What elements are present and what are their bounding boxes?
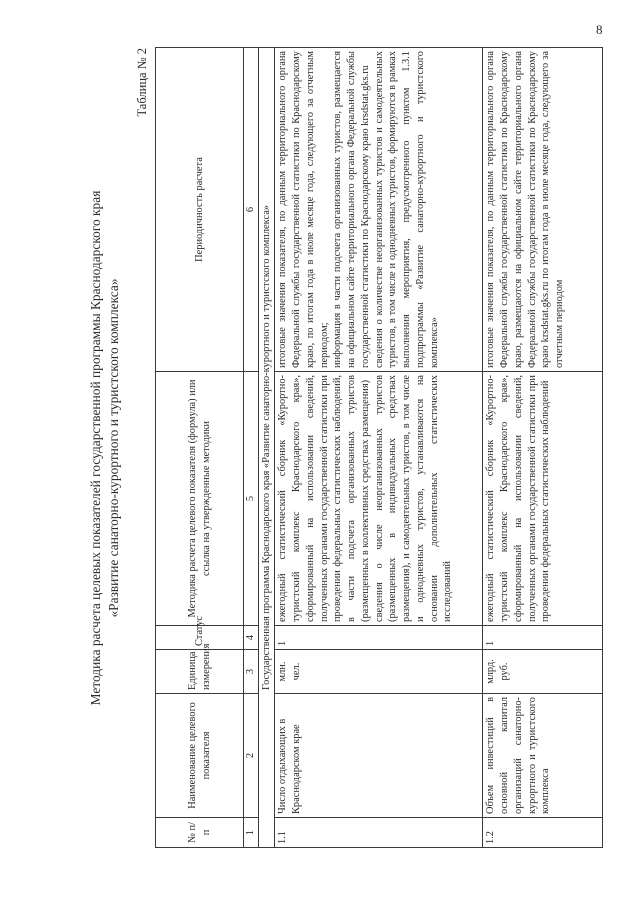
method-paragraph: сведения о числе неорганизованных туристов (размещенных в индивидуальных средствах размещения), и самодеятельных туристов, в том числе и однодневных туристов, устанавливаются на основании дополнительных статистических исследований xyxy=(373,375,454,622)
header-indicator-name: Наименование целевого показателя xyxy=(156,694,244,818)
periodicity-paragraph: сведения о количестве неорганизованных туристов и самодеятельных туристов, в том числе и однодневных туристов, формируются в рамках выполнения мероприятия, предусмотренного пунктом 1.3.1 подпрограммы «Развитие санаторно-курортного и туристского комплекса» xyxy=(373,51,440,368)
column-number: 6 xyxy=(244,48,259,372)
table-label: Таблица № 2 xyxy=(135,48,149,117)
header-method: Методика расчета целевого показателя (формула) или ссылка на утвержденные методики xyxy=(156,372,244,626)
column-number: 4 xyxy=(244,626,259,650)
periodicity-paragraph: итоговые значения показателя, по данным территориального органа Федеральной службы государственной статистики по Краснодарскому краю, по итогам года в июле месяце года, следующего за отчетным периодом; xyxy=(277,51,330,368)
periodicity-paragraph: итоговые значения показателя, по данным территориального органа Федеральной службы государственной статистики по Краснодарскому краю, размещаются на официальном сайте территориального органа Федеральной службы государственной статистики по Краснодарскому краю krsdstat.gks.ru по итогам года в июле месяце года, следующего за отчетным периодом xyxy=(485,51,566,368)
column-number: 2 xyxy=(244,694,259,818)
indicator-name: Объем инвестиций в основной капитал организаций санаторно-курортного и туристского комплекса xyxy=(483,694,603,818)
column-number: 3 xyxy=(244,650,259,694)
header-periodicity: Периодичность расчета xyxy=(156,48,244,372)
section-row xyxy=(258,48,275,848)
method-paragraph: ежегодный статистический сборник «Курортно-туристский комплекс Краснодарского края», сформированный на использовании сведений, полученных органами государственной статистики при проведении федеральных статистических наблюдений xyxy=(485,375,552,622)
table-row xyxy=(275,48,483,848)
periodicity-paragraph: информация в части подсчета организованных туристов, размещается на официальном сайте территориального органа Федеральной службы государственной статистики по Краснодарскому краю krsdstat.gks.ru xyxy=(332,51,371,368)
indicators-table xyxy=(155,47,603,848)
row-num: 1.1 xyxy=(275,818,483,848)
table-row xyxy=(483,48,603,848)
header-row xyxy=(156,48,244,848)
indicator-unit: млн. чел. xyxy=(275,650,483,694)
header-unit: Единица измерения xyxy=(156,650,244,694)
document-subtitle: «Развитие санаторно-курортного и туристского комплекса» xyxy=(106,278,121,618)
page-number: 8 xyxy=(596,22,603,37)
periodicity-cell xyxy=(275,48,483,372)
periodicity-cell xyxy=(483,48,603,372)
section-label: Государственная программа Краснодарского края «Развитие санаторно-курортного и туристского комплекса» xyxy=(258,48,275,848)
column-number: 5 xyxy=(244,372,259,626)
indicator-status: 1 xyxy=(275,626,483,650)
row-num: 1.2 xyxy=(483,818,603,848)
rotated-landscape-page xyxy=(82,48,622,848)
method-paragraph: ежегодный статистический сборник «Курортно-туристский комплекс Краснодарского края», сформированный на использовании сведений, полученных органами государственной статистики при проведении федеральных статистических наблюдений, в части подсчета организованных туристов (размещенных в коллективных средствах размещения) xyxy=(277,375,371,622)
column-number: 1 xyxy=(244,818,259,848)
indicator-name: Число отдыхающих в Краснодарском крае xyxy=(275,694,483,818)
indicator-unit: млрд. руб. xyxy=(483,650,603,694)
header-status: Статус xyxy=(156,626,244,650)
method-cell xyxy=(275,372,483,626)
method-cell xyxy=(483,372,603,626)
header-num: № п/п xyxy=(156,818,244,848)
document-title: Методика расчета целевых показателей государственной программы Краснодарского края xyxy=(88,190,103,706)
column-numbers-row xyxy=(244,48,259,848)
indicator-status: 1 xyxy=(483,626,603,650)
